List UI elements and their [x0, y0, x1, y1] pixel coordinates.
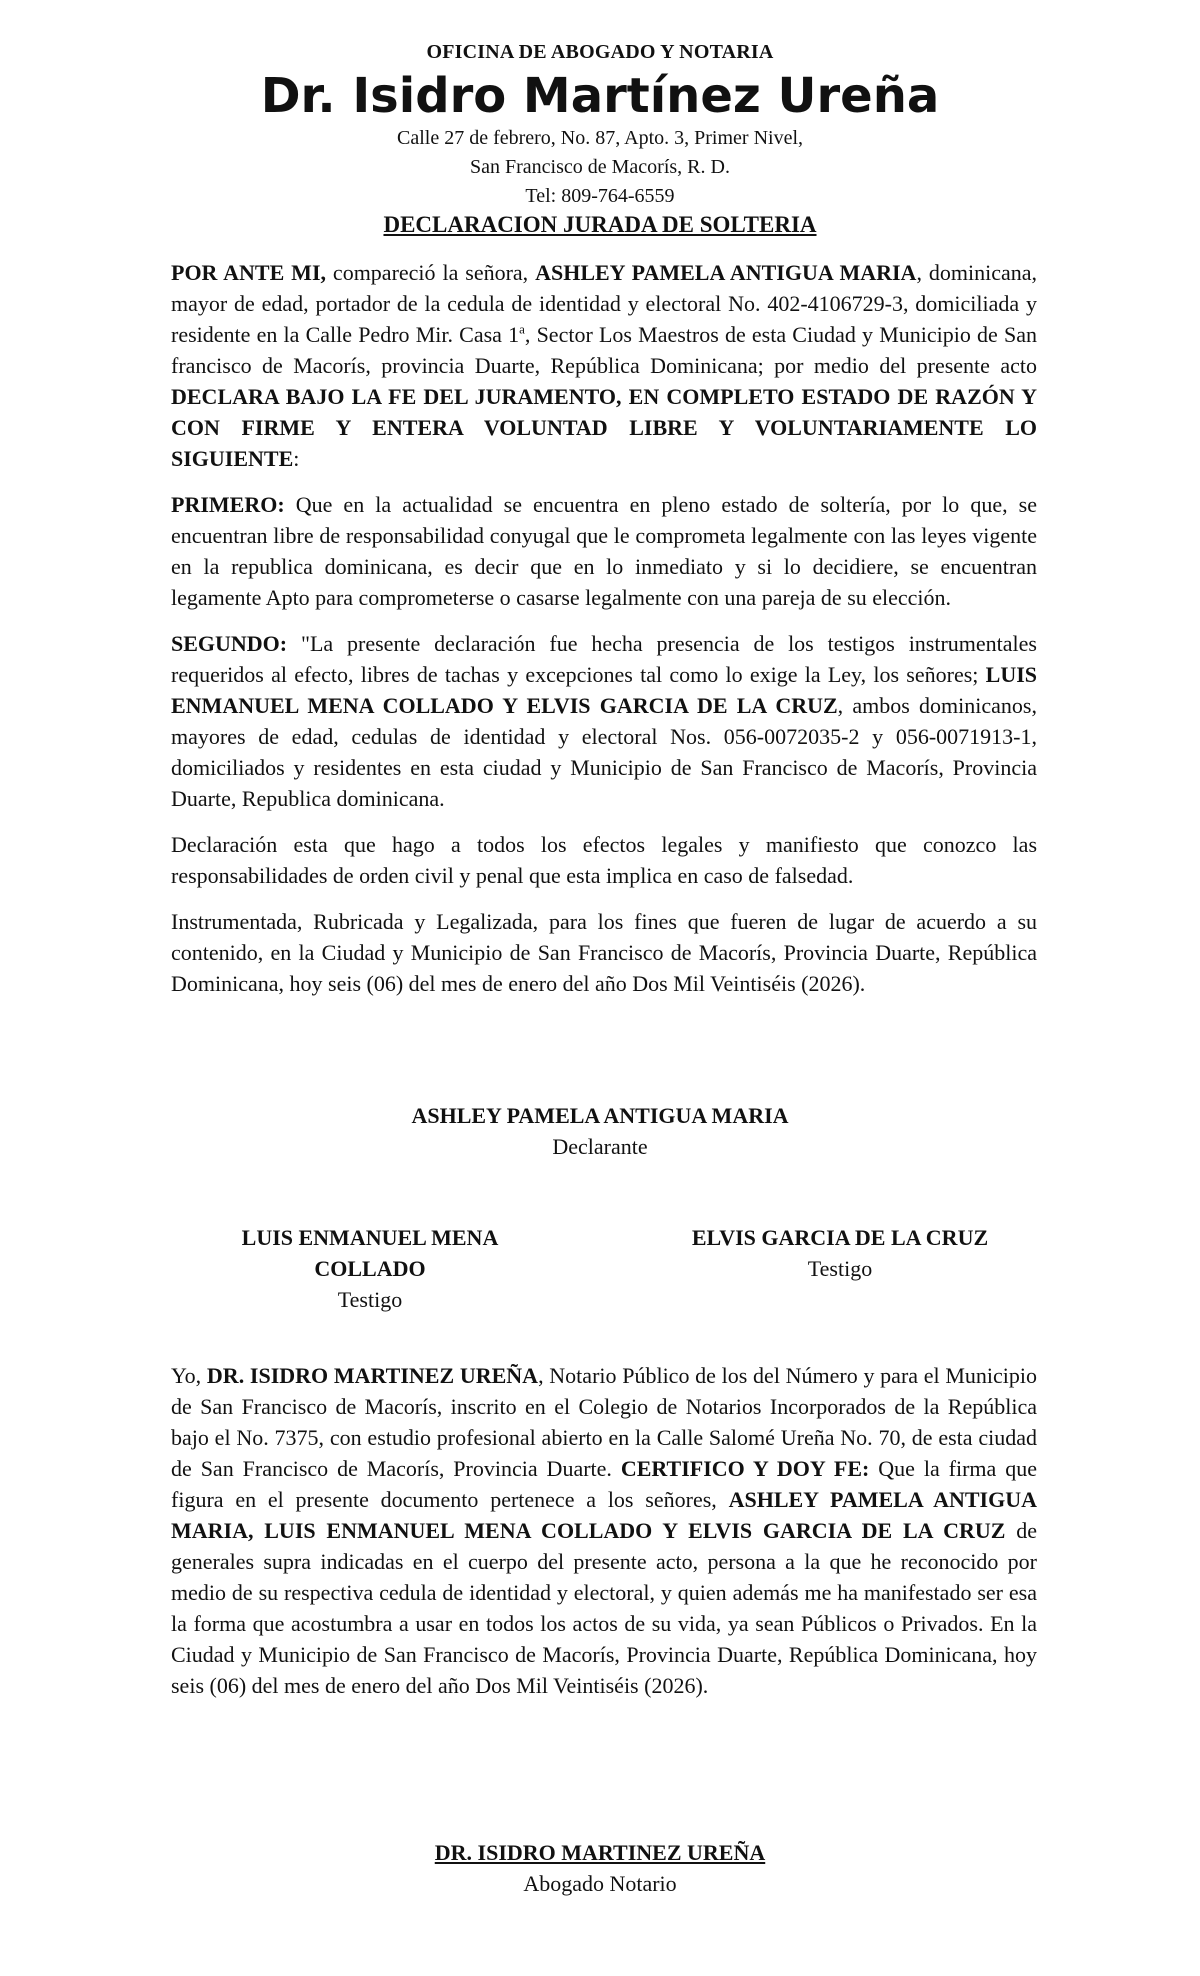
address-line-2: San Francisco de Macorís, R. D. [470, 156, 730, 178]
intro-text-2: , dominicana, mayor de edad, portador de la cedula de identidad y electoral No. 402-4106729-3, domiciliada y residente en la Calle Pedro Mir. Casa 1 [171, 260, 1038, 347]
cert-text-2: , Notario Público de los del Número y para el Municipio de San Francisco de Macorís, inscrito en el Colegio de Notarios Incorporados de la República bajo el No. 7375, con estudio profesional abierto en la Calle Salomé Ureña No. 70, de esta ciudad de San Francisco de Macorís, Provincia Duarte. [171, 1363, 1038, 1481]
notary-signature-name: DR. ISIDRO MARTINEZ UREÑA [434, 1840, 766, 1865]
intro-text-3: , Sector Los Maestros de esta Ciudad y Municipio de San francisco de Macorís, provincia Duarte, República Dominicana; por medio del presente acto [171, 322, 1037, 378]
cert-text-3: Que la firma que figura en el presente documento pertenece a los señores, [171, 1456, 1037, 1512]
witness1-signature-block [200, 1222, 540, 1315]
intro-lead: POR ANTE MI, [171, 260, 327, 285]
intro-text-4: : [293, 446, 300, 471]
primero-label: PRIMERO: [171, 492, 285, 517]
witness1-name-line2: COLLADO [314, 1256, 426, 1281]
declarant-signature-block [300, 1100, 900, 1162]
segundo-text-2: , ambos dominicanos, mayores de edad, cedulas de identidad y electoral Nos. 056-0072035-2 y 056-0071913-1, domiciliados y residentes en esta ciudad y Municipio de San Francisco de Macorís, Provincia Duarte, Republica dominicana. [171, 693, 1037, 811]
instrumentada-paragraph: Instrumentada, Rubricada y Legalizada, para los fines que fueren de lugar de acuerdo a su contenido, en la Ciudad y Municipio de San Francisco de Macorís, Provincia Duarte, República Dominicana, hoy seis (06) del mes de enero del año Dos Mil Veintiséis (2026). [171, 909, 1037, 996]
witness1-name-line1: LUIS ENMANUEL MENA [241, 1225, 499, 1250]
certifico-label: CERTIFICO Y DOY FE: [620, 1456, 870, 1481]
witness2-signature-block [650, 1222, 1030, 1284]
notary-signature-block [300, 1837, 900, 1899]
certification-block [171, 1360, 1037, 1701]
segundo-text-1: "La presente declaración fue hecha presencia de los testigos instrumentales requeridos al efecto, libres de tachas y excepciones tal como lo exige la Ley, los señores; [171, 631, 1037, 687]
persons-inline: ASHLEY PAMELA ANTIGUA MARIA, LUIS ENMANUEL MENA COLLADO Y ELVIS GARCIA DE LA CRUZ [171, 1487, 1037, 1543]
lawyer-name-heading: Dr. Isidro Martínez Ureña [260, 68, 940, 124]
ordinal-superscript: a [519, 321, 525, 337]
declaration-statement: DECLARA BAJO LA FE DEL JURAMENTO, EN COMPLETO ESTADO DE RAZÓN Y CON FIRME Y ENTERA VOLUNTAD LIBRE Y VOLUNTARIAMENTE LO SIGUIENTE [171, 384, 1037, 471]
document-body [171, 257, 1037, 999]
witnesses-inline: LUIS ENMANUEL MENA COLLADO Y ELVIS GARCIA DE LA CRUZ [171, 662, 1037, 718]
witness2-role: Testigo [807, 1256, 873, 1281]
segundo-paragraph [171, 628, 1037, 814]
witness1-role: Testigo [337, 1287, 403, 1312]
primero-paragraph [171, 489, 1037, 613]
certification-paragraph [171, 1360, 1037, 1701]
intro-paragraph [171, 257, 1037, 474]
declarant-signature-name: ASHLEY PAMELA ANTIGUA MARIA [411, 1103, 789, 1128]
declarant-name-inline: ASHLEY PAMELA ANTIGUA MARIA [535, 260, 917, 285]
primero-text: Que en la actualidad se encuentra en pleno estado de soltería, por lo que, se encuentran libre de responsabilidad conyugal que le comprometa legalmente con las leyes vigente en la republica dominicana, es decir que en lo inmediato y si lo decidiere, se encuentran legamente Apto para comprometerse o casarse legalmente con una pareja de su elección. [171, 492, 1037, 610]
declarant-signature-role: Declarante [552, 1134, 648, 1159]
notary-name-inline: DR. ISIDRO MARTINEZ UREÑA [206, 1363, 539, 1388]
phone-line: Tel: 809-764-6559 [525, 185, 675, 207]
intro-text-1: compareció la señora, [326, 260, 536, 285]
cert-text-4: de generales supra indicadas en el cuerpo del presente acto, persona a la que he reconocido por medio de su respectiva cedula de identidad y electoral, y quien además me ha manifestado ser esa la forma que acostumbra a usar en todos los actos de su vida, ya sean Públicos o Privados. En la Ciudad y Municipio de San Francisco de Macorís, Provincia Duarte, República Dominicana, hoy seis (06) del mes de enero del año Dos Mil Veintiséis (2026). [171, 1518, 1038, 1698]
cert-text-1: Yo, [171, 1363, 207, 1388]
office-heading: OFICINA DE ABOGADO Y NOTARIA [426, 41, 774, 63]
notary-signature-role: Abogado Notario [523, 1871, 677, 1896]
address-line-1: Calle 27 de febrero, No. 87, Apto. 3, Primer Nivel, [396, 127, 804, 149]
witness2-name: ELVIS GARCIA DE LA CRUZ [691, 1225, 989, 1250]
document-title: DECLARACION JURADA DE SOLTERIA [383, 212, 817, 237]
segundo-label: SEGUNDO: [171, 631, 288, 656]
declaracion-paragraph: Declaración esta que hago a todos los efectos legales y manifiesto que conozco las responsabilidades de orden civil y penal que esta implica en caso de falsedad. [171, 832, 1037, 888]
